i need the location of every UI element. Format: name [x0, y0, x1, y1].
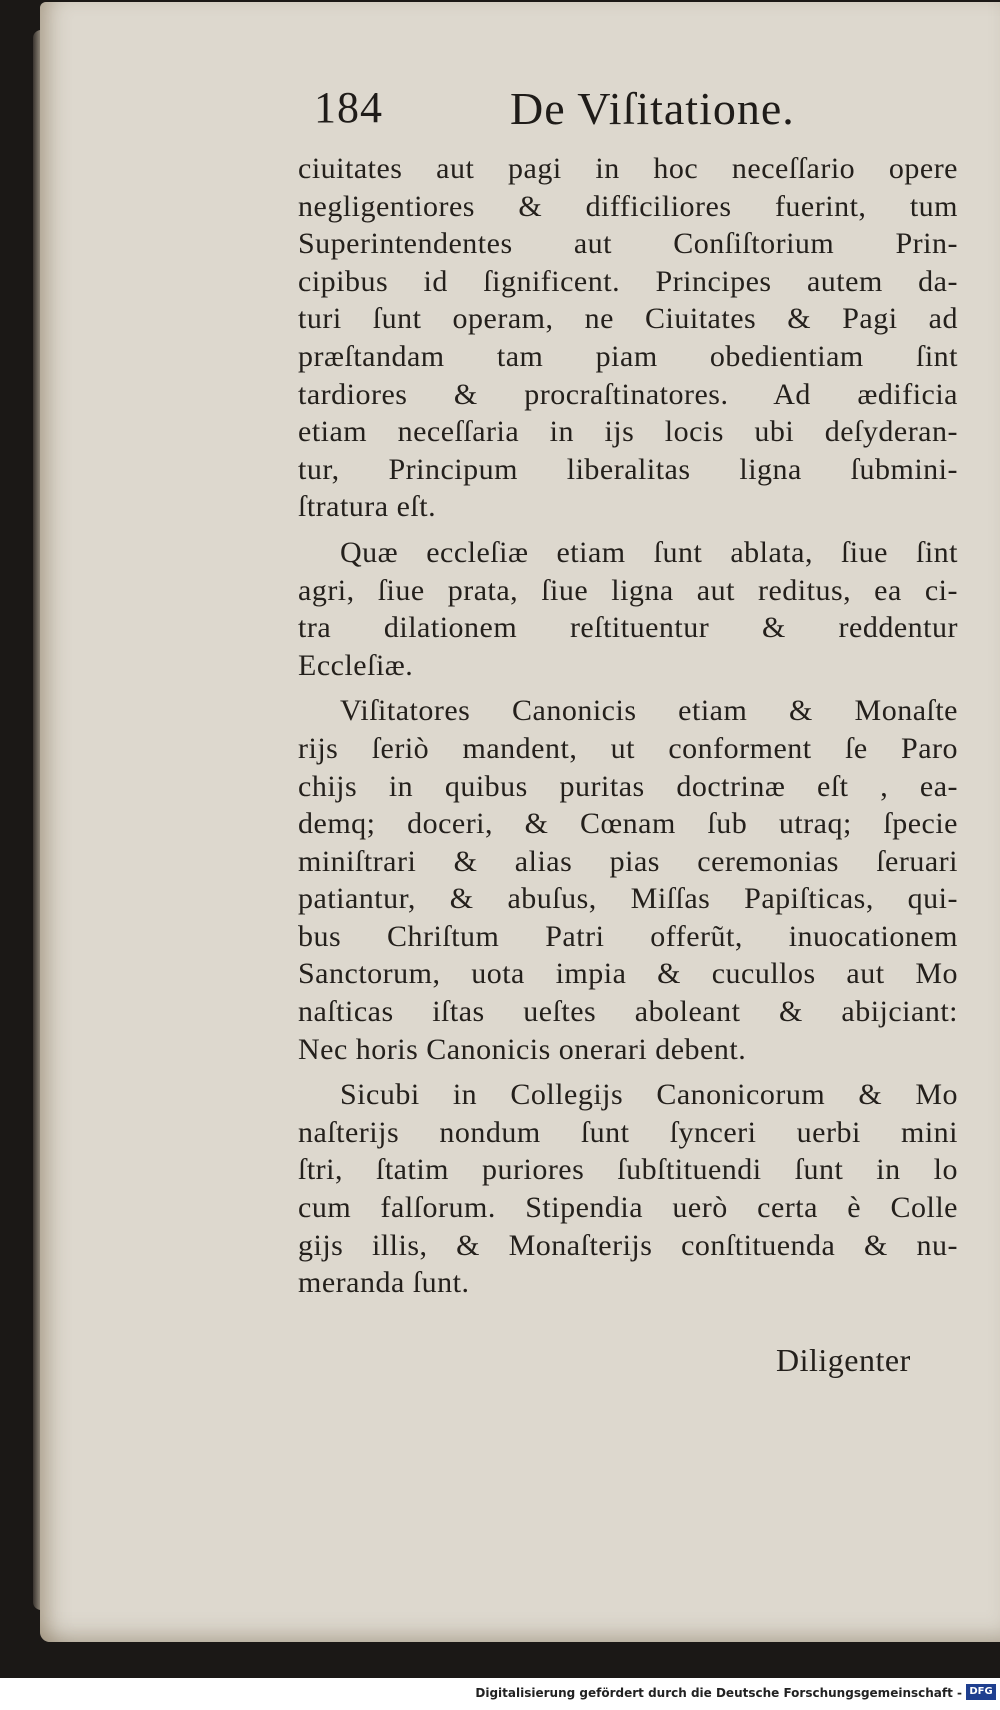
text-line: naſticas iſtas ueſtes aboleant & abijciant:	[298, 995, 958, 1029]
text-line: ſtratura eſt.	[298, 490, 437, 524]
text-line: chijs in quibus puritas doctrinæ eſt , ea-	[298, 769, 958, 803]
dfg-logo: DFG	[966, 1684, 996, 1700]
text-line: miniſtrari & alias pias ceremonias ſeruari	[298, 844, 958, 878]
paragraph-4	[298, 1076, 958, 1302]
page-header	[314, 82, 954, 142]
text-line: Eccleſiæ.	[298, 648, 414, 682]
text-line: cipibus id ſignificent. Principes autem da-	[298, 264, 958, 298]
text-line: ciuitates aut pagi in hoc neceſſario opere	[298, 152, 958, 185]
text-line: Superintendentes aut Conſiſtorium Prin-	[298, 227, 958, 261]
text-line: tur, Principum liberalitas ligna ſubmini-	[298, 452, 958, 486]
text-line: Sicubi in Collegijs Canonicorum & Mo	[340, 1078, 958, 1112]
text-line: rijs ſeriò mandent, ut conforment ſe Paro	[298, 731, 958, 765]
text-line: patiantur, & abuſus, Miſſas Papiſticas, qui-	[298, 882, 958, 916]
text-line: cum falſorum. Stipendia uerò certa è Colle	[298, 1191, 958, 1225]
text-line: etiam neceſſaria in ijs locis ubi deſyderan-	[298, 415, 958, 449]
text-line: Quæ eccleſiæ etiam ſunt ablata, ſiue ſint	[340, 535, 958, 569]
text-line: tra dilationem reſtituentur & reddentur	[298, 611, 958, 645]
body-text	[298, 150, 958, 1302]
text-line: turi ſunt operam, ne Ciuitates & Pagi ad	[298, 302, 958, 336]
text-line: negligentiores & difficiliores fuerint, tum	[298, 189, 958, 223]
funding-credit: Digitalisierung gefördert durch die Deutsche Forschungsgemeinschaft -	[475, 1686, 962, 1700]
text-line: bus Chriſtum Patri offerũt, inuocationem	[298, 919, 958, 953]
text-line: meranda ſunt.	[298, 1266, 470, 1300]
text-line: ſtri, ſtatim puriores ſubſtituendi ſunt in lo	[298, 1153, 958, 1187]
text-line: agri, ſiue prata, ſiue ligna aut reditus, ea ci-	[298, 573, 958, 607]
text-line: tardiores & procraſtinatores. Ad ædificia	[298, 377, 958, 411]
paragraph-3	[298, 692, 958, 1068]
text-line: gijs illis, & Monaſterijs conſtituenda & nu-	[298, 1228, 958, 1262]
text-line: Nec horis Canonicis onerari debent.	[298, 1032, 747, 1066]
digitization-footer	[0, 1678, 1000, 1710]
paragraph-1	[298, 150, 958, 526]
text-line: naſterijs nondum ſunt ſynceri uerbi mini	[298, 1115, 958, 1149]
text-line: demq; doceri, & Cœnam ſub utraq; ſpecie	[298, 807, 958, 841]
text-line: præſtandam tam piam obedientiam ſint	[298, 339, 958, 373]
paragraph-2	[298, 534, 958, 684]
text-line: Sanctorum, uota impia & cucullos aut Mo	[298, 957, 958, 991]
running-title: De Viſitatione.	[510, 83, 795, 134]
catchword: Diligenter	[776, 1342, 911, 1378]
text-line: Viſitatores Canonicis etiam & Monaſte	[340, 694, 958, 728]
page-number: 184	[314, 83, 383, 132]
